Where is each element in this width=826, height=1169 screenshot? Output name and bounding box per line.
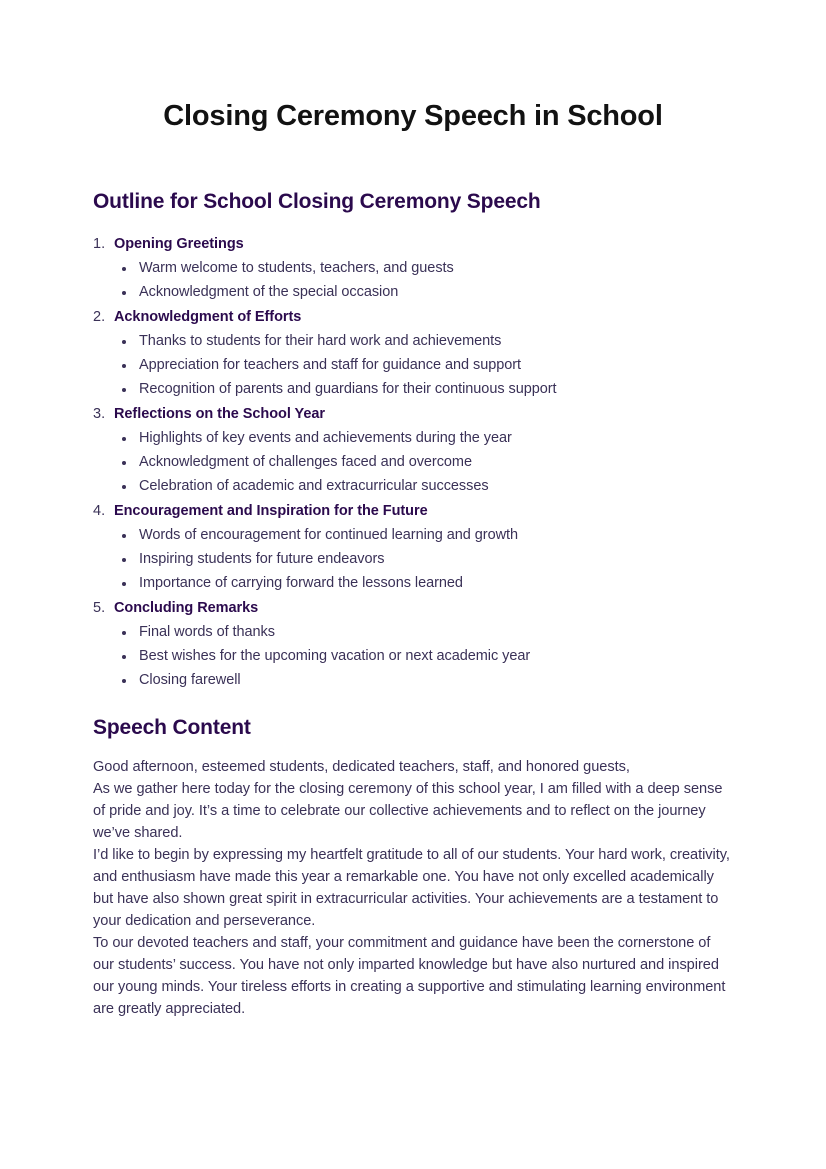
list-item: Appreciation for teachers and staff for guidance and support [114,353,733,377]
outline-item-title: Concluding Remarks [114,600,259,616]
outline-item [93,596,733,692]
outline-sub-list [114,426,733,498]
list-item: Acknowledgment of the special occasion [114,280,733,304]
speech-paragraph: I’d like to begin by expressing my heartfelt gratitude to all of our students. Your hard work, creativity, and enthusiasm have made this year a remarkable one. You have not only excelled academically but have also shown great spirit in extracurricular activities. Your achievements are a testament to your dedication and perseverance. [93,847,730,929]
outline-item [93,499,733,595]
list-item: Acknowledgment of challenges faced and overcome [114,450,733,474]
outline-list [93,232,733,692]
list-item: Celebration of academic and extracurricular successes [114,474,733,498]
speech-body [93,756,730,1020]
outline-item [93,305,733,401]
outline-item [93,402,733,498]
list-item: Final words of thanks [114,620,733,644]
list-item: Words of encouragement for continued learning and growth [114,523,733,547]
page-title: Closing Ceremony Speech in School [163,100,663,132]
outline-sub-list [114,523,733,595]
speech-section-heading: Speech Content [93,716,251,739]
list-item: Recognition of parents and guardians for their continuous support [114,377,733,401]
speech-paragraph: Good afternoon, esteemed students, dedicated teachers, staff, and honored guests, [93,759,630,775]
speech-paragraph: As we gather here today for the closing ceremony of this school year, I am filled with a deep sense of pride and joy. It’s a time to celebrate our collective achievements and to reflect on the journey we’ve shared. [93,781,723,841]
outline-sub-list [114,620,733,692]
outline-sub-list [114,256,733,304]
outline-item-title: Encouragement and Inspiration for the Future [114,503,428,519]
outline-item-title: Acknowledgment of Efforts [114,309,302,325]
list-item: Best wishes for the upcoming vacation or next academic year [114,644,733,668]
outline-item-title: Opening Greetings [114,236,244,252]
outline-item [93,232,733,304]
outline-section-heading: Outline for School Closing Ceremony Speech [93,190,541,213]
speech-paragraph: To our devoted teachers and staff, your commitment and guidance have been the cornerstone of our students’ success. You have not only imparted knowledge but have also nurtured and inspired our young minds. Your tireless efforts in creating a supportive and stimulating learning environment are greatly appreciated. [93,935,726,1017]
list-item: Closing farewell [114,668,733,692]
list-item: Warm welcome to students, teachers, and guests [114,256,733,280]
list-item: Thanks to students for their hard work and achievements [114,329,733,353]
outline-sub-list [114,329,733,401]
list-item: Inspiring students for future endeavors [114,547,733,571]
list-item: Highlights of key events and achievements during the year [114,426,733,450]
document-content [93,188,733,1020]
outline-item-title: Reflections on the School Year [114,406,325,422]
list-item: Importance of carrying forward the lessons learned [114,571,733,595]
